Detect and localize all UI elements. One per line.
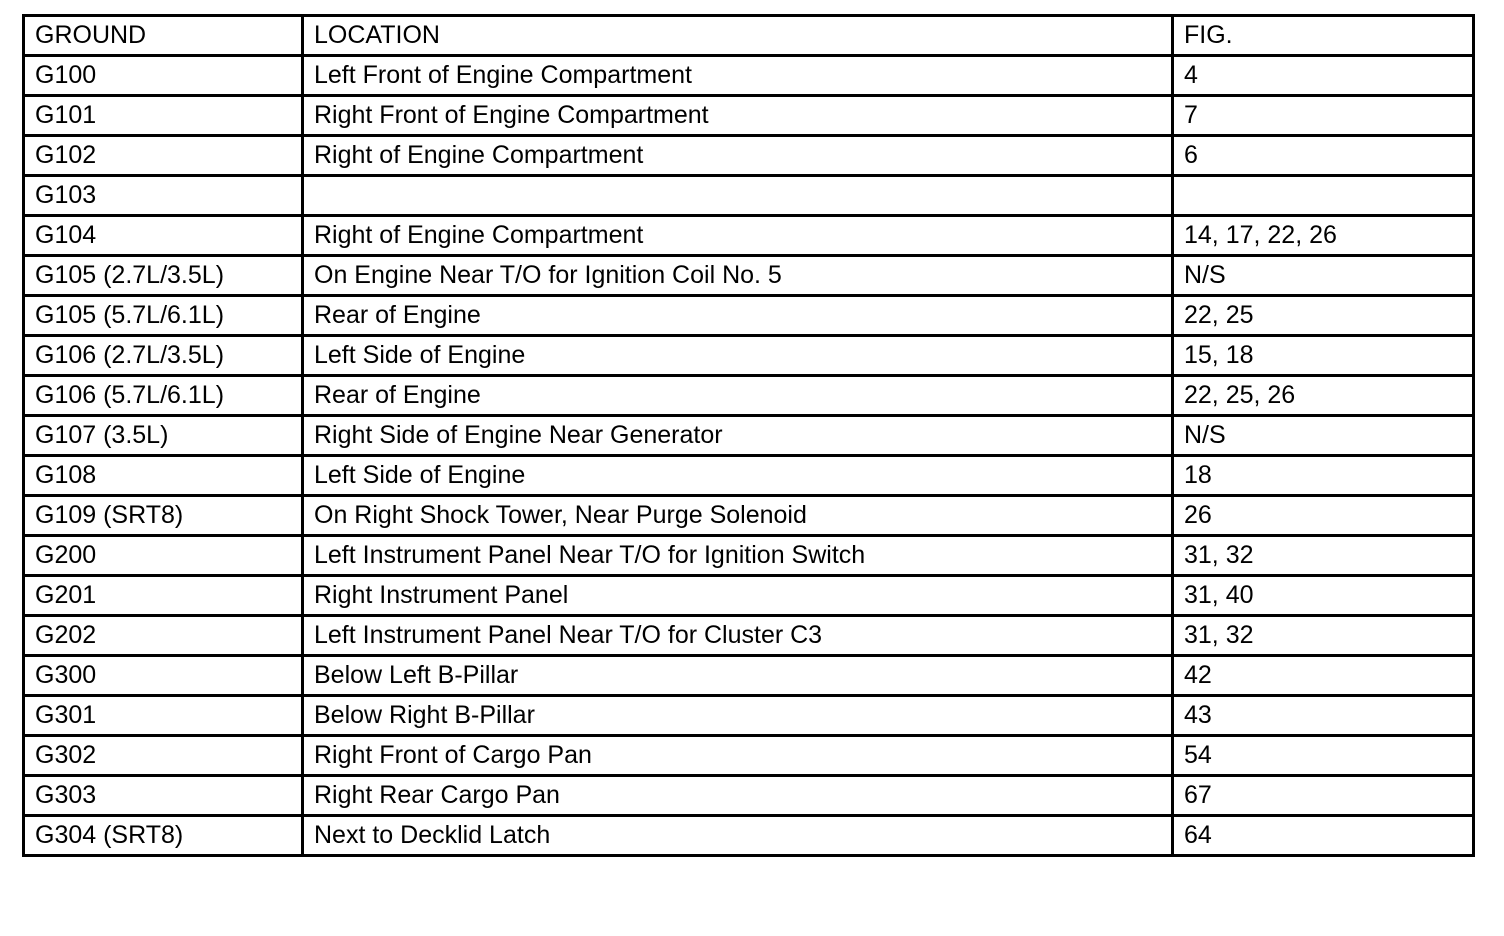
- cell-ground: G102: [24, 136, 303, 176]
- cell-location: [303, 176, 1173, 216]
- ground-location-table-container: [22, 14, 1472, 857]
- cell-fig: 18: [1173, 456, 1474, 496]
- table-header: [24, 16, 1474, 56]
- ground-location-table: [22, 14, 1475, 857]
- cell-fig: 15, 18: [1173, 336, 1474, 376]
- table-row: [24, 336, 1474, 376]
- cell-ground: G302: [24, 736, 303, 776]
- cell-location: Right Side of Engine Near Generator: [303, 416, 1173, 456]
- cell-location: Right Front of Cargo Pan: [303, 736, 1173, 776]
- cell-ground: G300: [24, 656, 303, 696]
- cell-location: Right of Engine Compartment: [303, 216, 1173, 256]
- cell-ground: G105 (5.7L/6.1L): [24, 296, 303, 336]
- cell-fig: 64: [1173, 816, 1474, 856]
- table-row: [24, 616, 1474, 656]
- cell-ground: G200: [24, 536, 303, 576]
- cell-ground: G109 (SRT8): [24, 496, 303, 536]
- cell-ground: G202: [24, 616, 303, 656]
- cell-location: Rear of Engine: [303, 296, 1173, 336]
- table-row: [24, 776, 1474, 816]
- cell-location: Below Right B-Pillar: [303, 696, 1173, 736]
- table-row: [24, 696, 1474, 736]
- cell-ground: G100: [24, 56, 303, 96]
- cell-location: Right Instrument Panel: [303, 576, 1173, 616]
- table-row: [24, 736, 1474, 776]
- cell-fig: 22, 25, 26: [1173, 376, 1474, 416]
- table-row: [24, 816, 1474, 856]
- table-row: [24, 416, 1474, 456]
- cell-location: Rear of Engine: [303, 376, 1173, 416]
- cell-fig: 67: [1173, 776, 1474, 816]
- table-row: [24, 376, 1474, 416]
- cell-ground: G104: [24, 216, 303, 256]
- cell-ground: G108: [24, 456, 303, 496]
- cell-ground: G304 (SRT8): [24, 816, 303, 856]
- cell-ground: G106 (2.7L/3.5L): [24, 336, 303, 376]
- cell-ground: G103: [24, 176, 303, 216]
- cell-location: On Engine Near T/O for Ignition Coil No. 5: [303, 256, 1173, 296]
- cell-fig: N/S: [1173, 416, 1474, 456]
- table-row: [24, 256, 1474, 296]
- cell-fig: 26: [1173, 496, 1474, 536]
- cell-location: Below Left B-Pillar: [303, 656, 1173, 696]
- cell-fig: 14, 17, 22, 26: [1173, 216, 1474, 256]
- table-row: [24, 456, 1474, 496]
- cell-fig: 42: [1173, 656, 1474, 696]
- cell-fig: 4: [1173, 56, 1474, 96]
- header-fig: FIG.: [1173, 16, 1474, 56]
- cell-fig: 43: [1173, 696, 1474, 736]
- cell-ground: G303: [24, 776, 303, 816]
- cell-location: Right of Engine Compartment: [303, 136, 1173, 176]
- cell-fig: 22, 25: [1173, 296, 1474, 336]
- cell-ground: G107 (3.5L): [24, 416, 303, 456]
- table-row: [24, 176, 1474, 216]
- table-row: [24, 576, 1474, 616]
- header-location: LOCATION: [303, 16, 1173, 56]
- cell-fig: 7: [1173, 96, 1474, 136]
- cell-fig: 31, 40: [1173, 576, 1474, 616]
- table-row: [24, 216, 1474, 256]
- cell-fig: N/S: [1173, 256, 1474, 296]
- cell-location: Left Instrument Panel Near T/O for Cluster C3: [303, 616, 1173, 656]
- cell-ground: G101: [24, 96, 303, 136]
- table-row: [24, 656, 1474, 696]
- cell-location: Next to Decklid Latch: [303, 816, 1173, 856]
- header-ground: GROUND: [24, 16, 303, 56]
- cell-location: Right Front of Engine Compartment: [303, 96, 1173, 136]
- cell-fig: 6: [1173, 136, 1474, 176]
- header-row: [24, 16, 1474, 56]
- cell-ground: G105 (2.7L/3.5L): [24, 256, 303, 296]
- cell-location: Right Rear Cargo Pan: [303, 776, 1173, 816]
- cell-fig: [1173, 176, 1474, 216]
- cell-location: On Right Shock Tower, Near Purge Solenoid: [303, 496, 1173, 536]
- table-row: [24, 496, 1474, 536]
- cell-fig: 31, 32: [1173, 536, 1474, 576]
- table-row: [24, 136, 1474, 176]
- cell-ground: G201: [24, 576, 303, 616]
- cell-location: Left Instrument Panel Near T/O for Ignition Switch: [303, 536, 1173, 576]
- cell-fig: 31, 32: [1173, 616, 1474, 656]
- cell-location: Left Front of Engine Compartment: [303, 56, 1173, 96]
- table-body: [24, 56, 1474, 856]
- table-row: [24, 296, 1474, 336]
- table-row: [24, 96, 1474, 136]
- cell-ground: G106 (5.7L/6.1L): [24, 376, 303, 416]
- cell-location: Left Side of Engine: [303, 456, 1173, 496]
- table-row: [24, 56, 1474, 96]
- table-row: [24, 536, 1474, 576]
- cell-location: Left Side of Engine: [303, 336, 1173, 376]
- cell-fig: 54: [1173, 736, 1474, 776]
- cell-ground: G301: [24, 696, 303, 736]
